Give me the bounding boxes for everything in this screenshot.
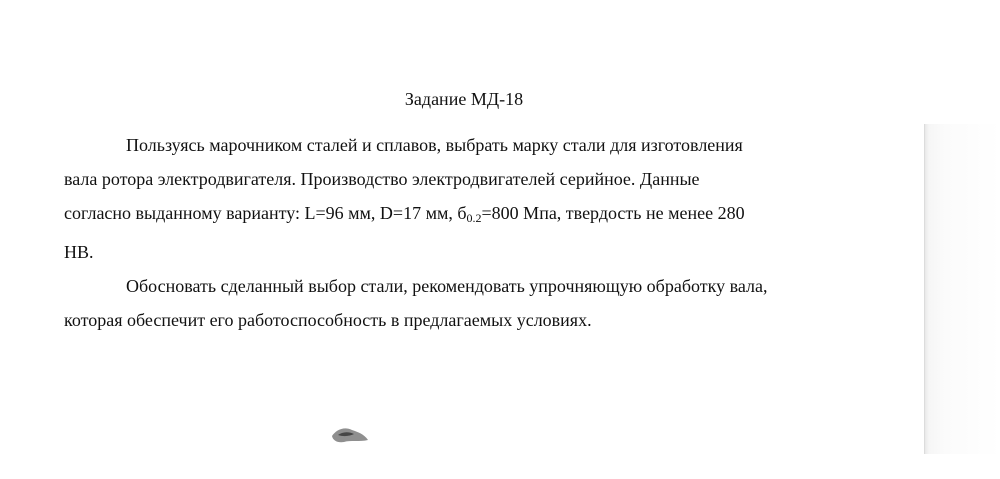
paragraph-line: НВ. — [64, 242, 94, 262]
paragraph-line — [64, 269, 844, 303]
paragraph-text: Обосновать сделанный выбор стали, рекомендовать упрочняющую обработку вала, — [126, 276, 768, 296]
paragraph-text: Пользуясь марочником сталей и сплавов, выбрать марку стали для изготовления — [126, 135, 743, 155]
paragraph-line: вала ротора электродвигателя. Производство электродвигателей серийное. Данные — [64, 169, 700, 189]
subscript-text: 0.2 — [466, 211, 482, 225]
paragraph-justification — [64, 269, 844, 337]
ink-smudge-icon — [330, 424, 370, 444]
paragraph-text: согласно выданному варианту: L=96 мм, D=17 мм, б — [64, 203, 467, 223]
paragraph-task — [64, 128, 844, 269]
document-body — [64, 128, 844, 337]
page-edge-shadow — [924, 124, 1000, 454]
paragraph-line — [64, 196, 844, 235]
paragraph-line: которая обеспечит его работоспособность в предлагаемых условиях. — [64, 310, 592, 330]
paragraph-line — [64, 128, 844, 162]
document-title: Задание МД-18 — [404, 89, 524, 109]
paragraph-text: =800 Мпа, твердость не менее 280 — [481, 203, 745, 223]
